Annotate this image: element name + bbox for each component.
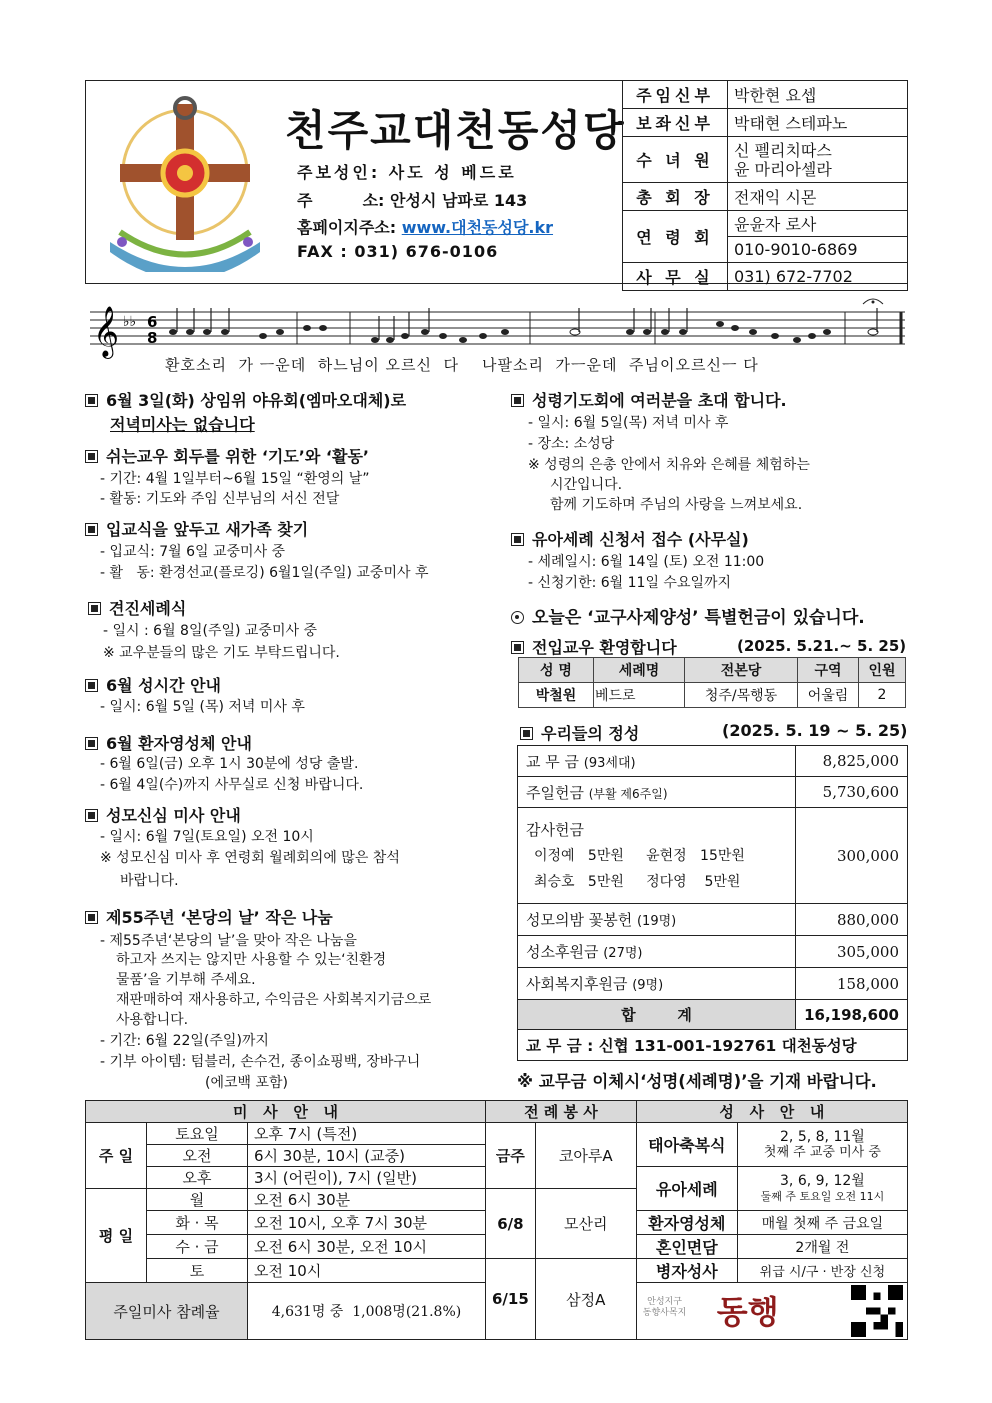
sacrament-name: 혼인면담 xyxy=(636,1235,737,1259)
staff-role: 총 회 장 xyxy=(623,183,728,211)
svg-text:𝄞: 𝄞 xyxy=(93,306,120,357)
notice-line: - 6월 4일(수)까지 사무실로 신청 바랍니다. xyxy=(100,777,364,793)
serve-date: 금주 xyxy=(486,1123,536,1189)
square-bullet-icon xyxy=(85,679,98,692)
badge-caption: 안성지구 동향사목지 xyxy=(642,1297,687,1318)
total-value: 16,198,600 xyxy=(796,1000,908,1030)
sacrament-detail: 위급 시/구 · 반장 신청 xyxy=(737,1259,907,1283)
circle-dot-icon xyxy=(511,611,524,624)
notice-line: - 일시: 6월 7일(토요일) 오전 10시 xyxy=(100,829,314,845)
col-header: 세례명 xyxy=(594,658,685,683)
notice-parishday-title: 제55주년 ‘본당의 날’ 작은 나눔 xyxy=(85,905,333,928)
square-bullet-icon xyxy=(85,737,98,750)
offering-label: 성모의밤 꽃봉헌 (19명) xyxy=(518,904,796,936)
notice-line: 바랍니다. xyxy=(120,873,179,889)
staff-name: 박한현 요셉 xyxy=(728,81,908,109)
mass-time: 오전 10시 xyxy=(248,1259,486,1283)
notice-line: 하고자 쓰지는 않지만 사용할 수 있는‘친환경 xyxy=(116,952,387,968)
offering-table xyxy=(517,745,908,1061)
mass-time: 오전 10시, 오후 7시 30분 xyxy=(248,1211,486,1235)
table-cell: 청주/목행동 xyxy=(685,683,798,708)
church-logo xyxy=(100,92,270,272)
mass-day: 오전 xyxy=(147,1145,248,1167)
bank-account: 교 무 금 : 신협 131-001-192761 대천동성당 xyxy=(518,1030,908,1061)
notice-line: - 일시: 6월 5일 (목) 저녁 미사 후 xyxy=(100,699,305,715)
offering-value: 305,000 xyxy=(796,936,908,968)
mass-header: 미 사 안 내 xyxy=(86,1101,486,1123)
offering-value: 8,825,000 xyxy=(796,746,908,777)
notice-line: - 세례일시: 6월 14일 (토) 오전 11:00 xyxy=(528,554,765,570)
svg-text:8: 8 xyxy=(147,329,158,347)
notice-picnic-title: 6월 3일(화) 상임위 야유회(엠마오대체)로 xyxy=(85,388,406,411)
notice-line: 재판매하여 재사용하고, 수익금은 사회복지기금으로 xyxy=(116,992,432,1008)
fax-line: FAX : 031) 676-0106 xyxy=(297,242,499,261)
sacrament-name: 환자영성체 xyxy=(636,1211,737,1235)
thanks-offering xyxy=(518,808,796,904)
serve-date: 6/15 xyxy=(486,1259,536,1340)
mass-day: 토요일 xyxy=(147,1123,248,1145)
staff-role: 연 령 회 xyxy=(623,211,728,263)
notice-line: 시간입니다. xyxy=(550,477,623,493)
total-label: 합 계 xyxy=(518,1000,796,1030)
col-header: 인원 xyxy=(859,658,906,683)
staff-role: 보좌신부 xyxy=(623,109,728,137)
notice-line: - 기부 아이템: 텀블러, 손수건, 종이쇼핑백, 장바구니 xyxy=(100,1054,421,1070)
table-cell: 2 xyxy=(859,683,906,708)
staff-role: 수 녀 원 xyxy=(623,137,728,183)
mass-time: 3시 (어린이), 7시 (일반) xyxy=(248,1167,486,1189)
notice-line: ※ 성령의 은총 안에서 치유와 은혜를 체험하는 xyxy=(528,457,810,473)
sunday-label: 주 일 xyxy=(86,1123,147,1189)
homepage-line: 홈페이지주소: www.대천동성당.kr xyxy=(297,218,554,237)
notice-newfamily-title: 입교식을 앞두고 새가족 찾기 xyxy=(85,517,308,540)
square-bullet-icon xyxy=(520,727,533,740)
serve-group: 코아루A xyxy=(535,1123,636,1189)
sacrament-detail: 3, 6, 9, 12월 둘째 주 토요일 오전 11시 xyxy=(737,1167,907,1211)
notice-line: - 일시: 6월 5일(목) 저녁 미사 후 xyxy=(528,415,729,431)
notice-line: - 일시 : 6월 8일(주일) 교중미사 중 xyxy=(103,623,317,639)
notice-line: (에코백 포함) xyxy=(205,1075,288,1091)
service-table xyxy=(85,1100,908,1340)
sacrament-header: 성 사 안 내 xyxy=(636,1101,907,1123)
offering-title: 우리들의 정성 xyxy=(520,721,639,744)
notice-line: 물품’을 기부해 주세요. xyxy=(116,972,256,988)
col-header: 성 명 xyxy=(519,658,594,683)
mass-day: 오후 xyxy=(147,1167,248,1189)
svg-text:6: 6 xyxy=(147,313,158,331)
offering-label: 사회복지후원금 (9명) xyxy=(518,968,796,1000)
staff-role: 주임신부 xyxy=(623,81,728,109)
col-header: 전본당 xyxy=(685,658,798,683)
staff-name: 031) 672-7702 xyxy=(728,263,908,291)
mass-time: 오전 6시 30분 xyxy=(248,1189,486,1211)
notice-marian-title: 성모신심 미사 안내 xyxy=(85,803,241,826)
staff-name: 전재익 시몬 xyxy=(728,183,908,211)
staff-name: 신 펠리치따스 윤 마리아셀라 xyxy=(728,137,908,183)
address-line: 주 소: 안성시 남파로 143 xyxy=(297,191,528,210)
offering-value: 158,000 xyxy=(796,968,908,1000)
offering-label: 교 무 금 (93세대) xyxy=(518,746,796,777)
notice-line: 사용합니다. xyxy=(116,1012,189,1028)
mass-time: 6시 30분, 10시 (교중) xyxy=(248,1145,486,1167)
notice-line: - 기간: 4월 1일부터~6월 15일 “환영의 날” xyxy=(100,471,370,487)
notice-welcome-title: 전입교우 환영합니다 xyxy=(511,635,677,658)
notice-line: - 장소: 소성당 xyxy=(528,436,615,452)
offering-label: 주일헌금 (부활 제6주일) xyxy=(518,777,796,808)
staff-name: 박태현 스테파노 xyxy=(728,109,908,137)
mass-time: 오전 6시 30분, 오전 10시 xyxy=(248,1235,486,1259)
square-bullet-icon xyxy=(85,394,98,407)
offering-value: 300,000 xyxy=(796,808,908,904)
notice-baptism-title: 유아세례 신청서 접수 (사무실) xyxy=(511,527,749,550)
notice-line: - 입교식: 7월 6일 교중미사 중 xyxy=(100,544,286,560)
dongheng-badge xyxy=(636,1283,907,1340)
serve-group: 모산리 xyxy=(535,1189,636,1259)
notice-sick-title: 6월 환자영성체 안내 xyxy=(85,731,252,754)
serve-group: 삼정A xyxy=(535,1259,636,1340)
sacrament-name: 병자성사 xyxy=(636,1259,737,1283)
square-bullet-icon xyxy=(85,450,98,463)
qr-code-icon[interactable] xyxy=(851,1285,903,1337)
offering-value: 5,730,600 xyxy=(796,777,908,808)
square-bullet-icon xyxy=(85,523,98,536)
notice-prayer-title: 쉬는교우 회두를 위한 ‘기도’와 ‘활동’ xyxy=(85,444,369,467)
offering-period: (2025. 5. 19 ~ 5. 25) xyxy=(722,721,908,740)
sacrament-detail: 매월 첫째 주 금요일 xyxy=(737,1211,907,1235)
mass-day: 월 xyxy=(147,1189,248,1211)
welcome-period: (2025. 5.21.~ 5. 25) xyxy=(737,637,907,655)
sacrament-name: 태아축복식 xyxy=(636,1123,737,1167)
mass-day: 화 · 목 xyxy=(147,1211,248,1235)
table-cell: 어울림 xyxy=(798,683,859,708)
notice-line: ※ 교우분들의 많은 기도 부탁드립니다. xyxy=(103,645,340,661)
thanks-line: 최승호 5만원 정다영 5만원 xyxy=(534,873,741,890)
thanks-line: 이정예 5만원 윤현정 15만원 xyxy=(534,847,745,864)
square-bullet-icon xyxy=(511,394,524,407)
staff-table xyxy=(622,80,908,291)
badge-title: 동행 xyxy=(716,1293,779,1331)
sacrament-detail: 2, 5, 8, 11월 첫째 주 교중 미사 중 xyxy=(737,1123,907,1167)
square-bullet-icon xyxy=(85,809,98,822)
square-bullet-icon xyxy=(511,641,524,654)
notice-line: - 신청기한: 6월 11일 수요일까지 xyxy=(528,575,732,591)
serve-header: 전 례 봉 사 xyxy=(486,1101,637,1123)
thanks-label: 감사헌금 xyxy=(526,820,584,839)
patron-saint: 주보성인: 사도 성 베드로 xyxy=(297,163,517,182)
notice-picnic-subtitle: 저녁미사는 없습니다 xyxy=(110,415,255,434)
mass-day: 수 · 금 xyxy=(147,1235,248,1259)
col-header: 구역 xyxy=(798,658,859,683)
mass-time: 오후 7시 (특전) xyxy=(248,1123,486,1145)
offering-value: 880,000 xyxy=(796,904,908,936)
notice-line: 함께 기도하며 주님의 사랑을 느껴보세요. xyxy=(550,497,803,513)
attendance-value: 4,631명 중 1,008명(21.8%) xyxy=(248,1283,486,1340)
transfer-note: ※ 교무금 이체시‘성명(세례명)’을 기재 바랍니다. xyxy=(517,1072,877,1091)
homepage-link[interactable]: www.대천동성당.kr xyxy=(401,218,554,237)
notice-line: ※ 성모신심 미사 후 연령회 월례회의에 많은 참석 xyxy=(100,850,400,866)
notice-line: - 활 동: 환경선교(플로깅) 6월1일(주일) 교중미사 후 xyxy=(100,565,429,581)
notice-renewal-title: 성령기도회에 여러분을 초대 합니다. xyxy=(511,388,787,411)
table-cell: 베드로 xyxy=(594,683,685,708)
mass-day: 토 xyxy=(147,1259,248,1283)
staff-phone: 010-9010-6869 xyxy=(728,237,908,263)
square-bullet-icon xyxy=(88,602,101,615)
church-title: 천주교대천동성당 xyxy=(285,106,626,155)
notice-holyhour-title: 6월 성시간 안내 xyxy=(85,673,221,696)
newcomer-table xyxy=(518,657,906,708)
svg-text:♭♭: ♭♭ xyxy=(123,314,137,330)
notice-line: - 기간: 6월 22일(주일)까지 xyxy=(100,1033,269,1049)
notice-special-collection: 오늘은 ‘교구사제양성’ 특별헌금이 있습니다. xyxy=(511,603,865,628)
staff-name: 윤윤자 로사 xyxy=(728,211,908,237)
sacrament-name: 유아세례 xyxy=(636,1167,737,1211)
hymn-lyrics: 환호소리 가 ㅡ운데 하느님이 오르신 다 나팔소리 가ㅡ운데 주님이오르신ㅡ 다 xyxy=(165,356,759,374)
offering-label: 성소후원금 (27명) xyxy=(518,936,796,968)
notice-line: - 6월 6일(금) 오후 1시 30분에 성당 출발. xyxy=(100,756,359,772)
sacrament-detail: 2개월 전 xyxy=(737,1235,907,1259)
notice-line: - 활동: 기도와 주임 신부님의 서신 전달 xyxy=(100,491,340,507)
square-bullet-icon xyxy=(511,533,524,546)
serve-date: 6/8 xyxy=(486,1189,536,1259)
table-cell: 박철원 xyxy=(519,683,594,708)
staff-role: 사 무 실 xyxy=(623,263,728,291)
square-bullet-icon xyxy=(85,911,98,924)
weekday-label: 평 일 xyxy=(86,1189,147,1283)
notice-confirmation-title: 견진세례식 xyxy=(88,596,186,619)
notice-line: - 제55주년‘본당의 날’을 맞아 작은 나눔을 xyxy=(100,933,357,949)
attendance-label: 주일미사 참례율 xyxy=(86,1283,248,1340)
